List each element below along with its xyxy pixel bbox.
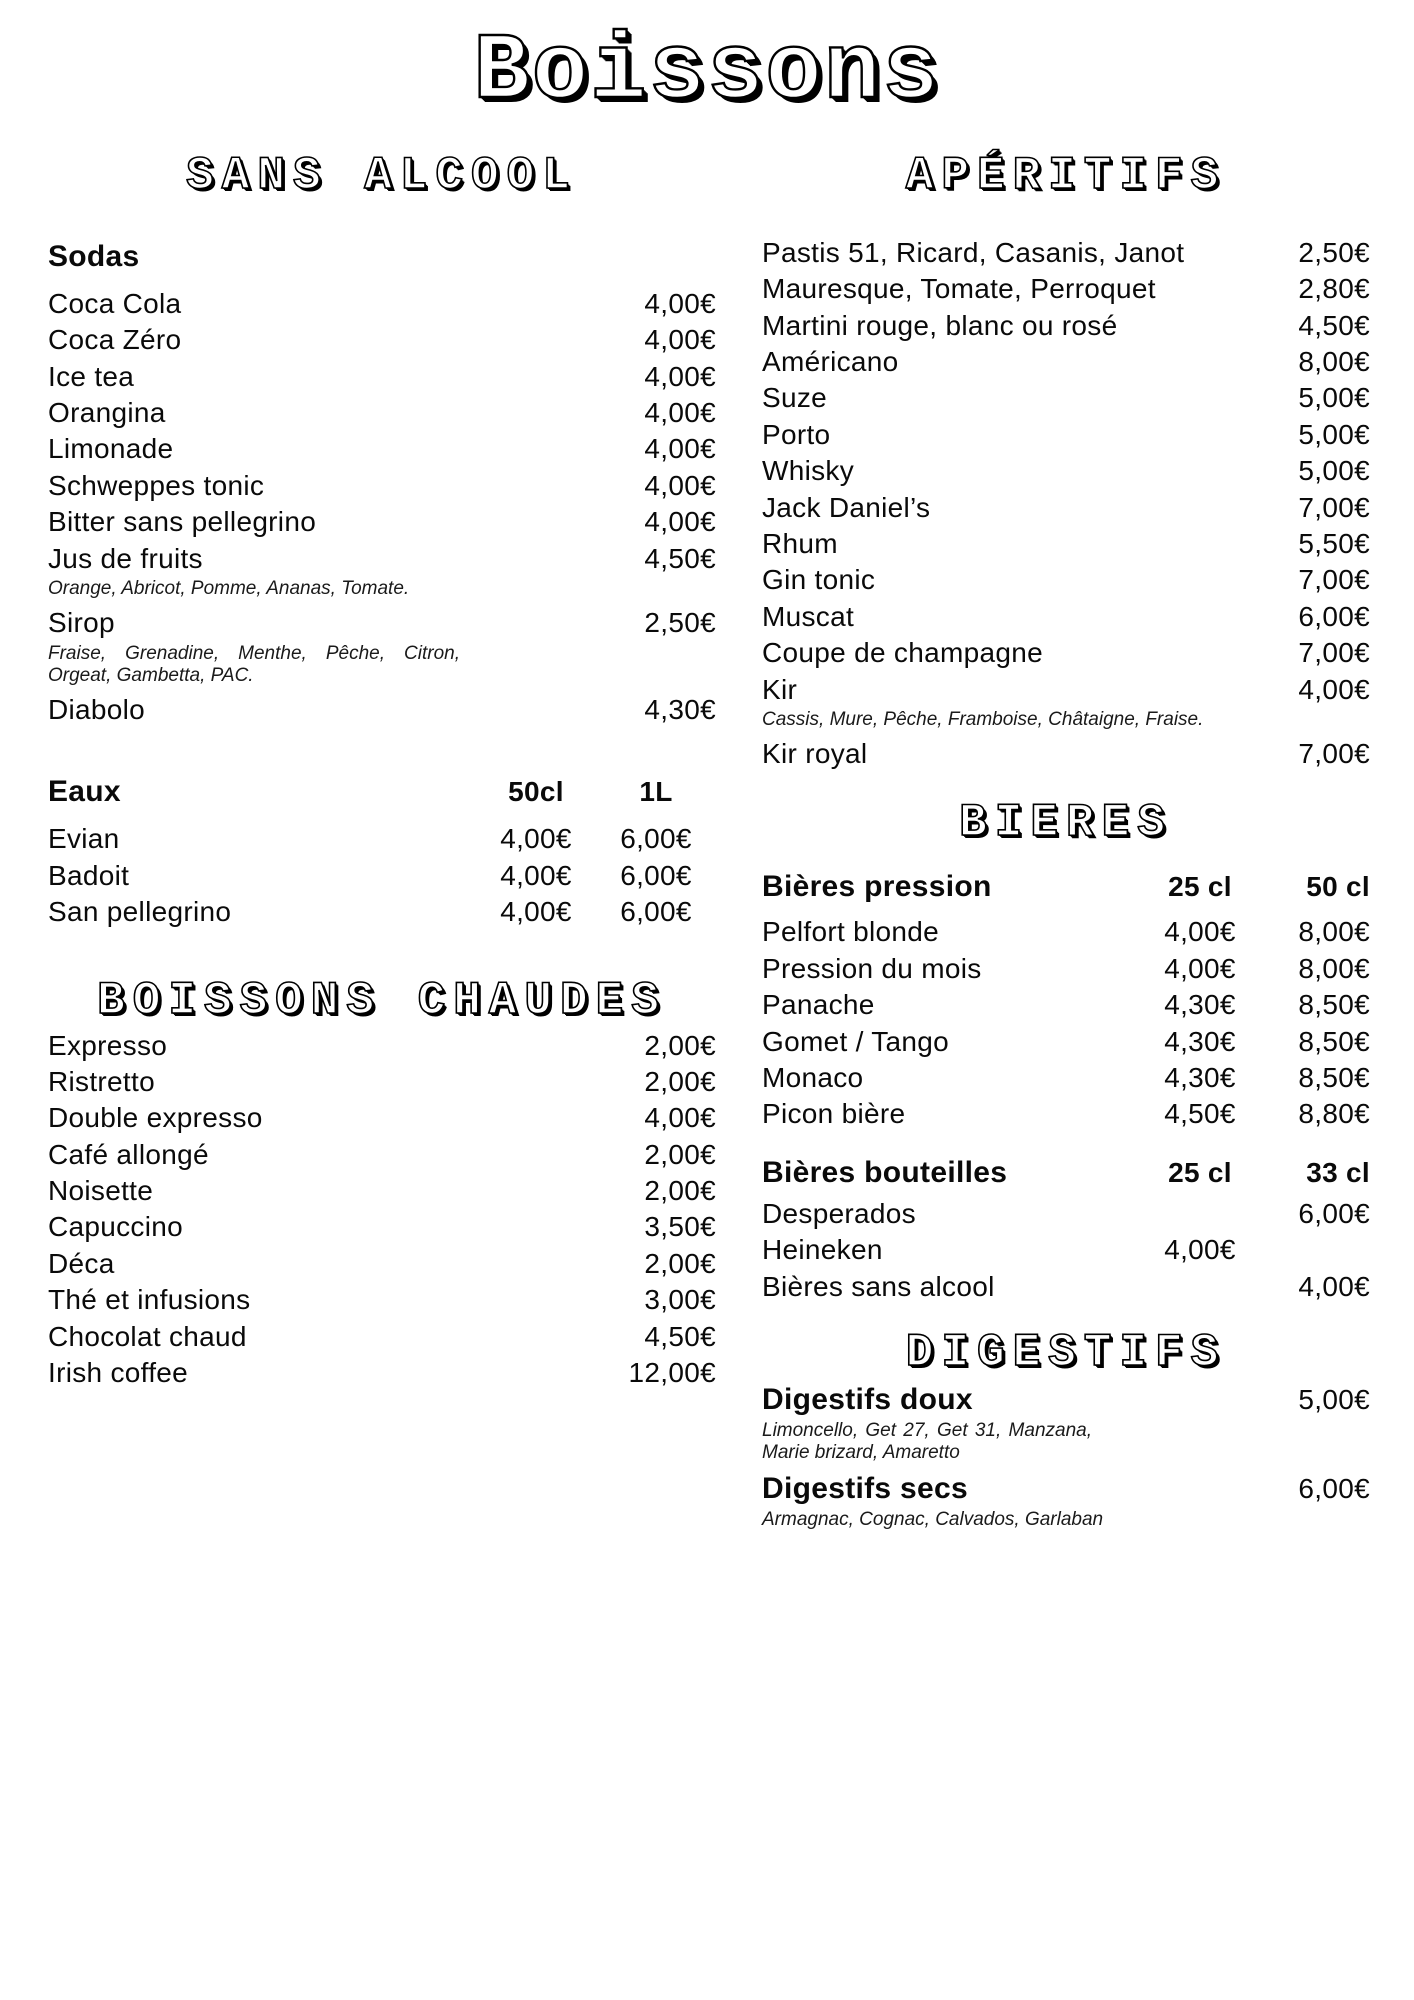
item-price: 2,00€ [644,1065,716,1097]
item-name: Coca Cola [48,287,182,319]
item-name: Muscat [762,600,855,632]
item-price-25cl: 4,30€ [1164,1062,1236,1094]
menu-item [48,692,716,728]
item-price-25cl: 4,00€ [1164,952,1236,984]
column-header-1l: 1L [639,776,673,808]
column-header-50cl: 50 cl [1306,871,1370,903]
menu-item [762,308,1370,344]
menu-item [48,1282,716,1318]
item-note: Armagnac, Cognac, Calvados, Garlaban [762,1509,1104,1531]
menu-item [48,431,716,467]
item-price: 4,00€ [644,397,716,429]
item-note: Orange, Abricot, Pomme, Ananas, Tomate. [48,578,410,600]
menu-item [762,635,1370,671]
item-price-25cl: 4,00€ [1164,1234,1236,1266]
item-name: San pellegrino [48,896,232,928]
menu-item [762,1196,1370,1232]
menu-item [48,894,716,930]
item-price-1l: 6,00€ [620,823,692,855]
item-name: Rhum [762,528,838,560]
item-name: Coca Zéro [48,324,182,356]
item-price: 4,00€ [644,360,716,392]
item-name: Kir royal [762,738,868,770]
item-name: Pression du mois [762,952,982,984]
item-name: Bières sans alcool [762,1270,995,1302]
item-price: 5,50€ [1298,528,1370,560]
item-name: Chocolat chaud [48,1320,247,1352]
item-price: 2,00€ [644,1175,716,1207]
item-name: Monaco [762,1062,864,1094]
item-name: Digestifs secs [762,1472,968,1506]
menu-item [762,987,1370,1023]
column-header-50cl: 50cl [508,776,564,808]
item-price-25cl: 4,00€ [1164,916,1236,948]
menu-item [48,1355,716,1391]
item-price-50cl: 8,50€ [1298,1025,1370,1057]
bieres-pression-table [762,867,1370,1305]
item-name: Café allongé [48,1138,209,1170]
menu-item [762,417,1370,453]
item-name: Capuccino [48,1211,184,1243]
menu-item [48,1028,716,1064]
item-price-50cl: 8,80€ [1298,1098,1370,1130]
item-price-25cl: 4,30€ [1164,1025,1236,1057]
menu-item [762,914,1370,950]
item-name: Martini rouge, blanc ou rosé [762,309,1118,341]
menu-item [762,453,1370,489]
menu-item [762,1232,1370,1268]
item-price: 4,00€ [644,433,716,465]
item-price: 5,00€ [1298,455,1370,487]
column-header-25cl: 25 cl [1168,871,1232,903]
menu-item [48,468,716,504]
menu-item [48,1137,716,1173]
menu-item [48,1319,716,1355]
item-name: Pastis 51, Ricard, Casanis, Janot [762,236,1185,268]
item-price: 4,50€ [1298,309,1370,341]
menu-item [762,490,1370,526]
item-name: Gin tonic [762,564,876,596]
item-price-50cl: 4,00€ [500,896,572,928]
item-price: 2,50€ [1298,236,1370,268]
item-price: 5,00€ [1298,418,1370,450]
item-price: 5,00€ [1298,382,1370,414]
menu-item [48,322,716,358]
section-heading-boissons-chaudes: BOISSONS CHAUDES [97,974,667,1027]
subsection-header-bieres-bouteilles: Bières bouteilles [762,1155,1008,1189]
left-column [48,140,716,1391]
menu-item [762,526,1370,562]
item-price-33cl: 6,00€ [1298,1197,1370,1229]
menu-item [48,1064,716,1100]
menu-item [762,1060,1370,1096]
menu-item [48,821,716,857]
item-name: Whisky [762,455,855,487]
item-name: Orangina [48,397,166,429]
item-note: Fraise, Grenadine, Menthe, Pêche, Citron, Orgeat, Gambetta, PAC. [48,642,460,686]
item-name: Porto [762,418,831,450]
item-price-50cl: 4,00€ [500,823,572,855]
menu-item [48,1246,716,1282]
item-price: 5,00€ [1298,1383,1370,1415]
item-price-1l: 6,00€ [620,859,692,891]
item-name: Thé et infusions [48,1284,251,1316]
section-heading-aperitifs: APÉRITIFS [905,150,1227,202]
item-name: Desperados [762,1197,916,1229]
item-price: 8,00€ [1298,346,1370,378]
menu-item [48,286,716,322]
menu-item [762,1469,1370,1508]
section-heading-bieres: BIERES [959,796,1173,849]
item-price: 2,00€ [644,1247,716,1279]
item-price-50cl: 8,00€ [1298,916,1370,948]
menu-item [762,235,1370,271]
item-price-50cl: 4,00€ [500,859,572,891]
item-name: Sirop [48,607,115,639]
aperitifs-list [762,235,1370,773]
item-name: Expresso [48,1029,168,1061]
menu-item [762,1024,1370,1060]
item-name: Mauresque, Tomate, Perroquet [762,273,1156,305]
item-name: Kir [762,673,798,705]
item-name: Jack Daniel’s [762,491,931,523]
right-column [762,140,1370,1537]
item-price-25cl: 4,50€ [1164,1098,1236,1130]
item-name: Ristretto [48,1065,155,1097]
menu-item [762,380,1370,416]
item-name: Ice tea [48,360,135,392]
item-name: Jus de fruits [48,542,203,574]
item-name: Pelfort blonde [762,916,939,948]
item-price: 4,30€ [644,694,716,726]
item-name: Noisette [48,1175,154,1207]
item-name: Digestifs doux [762,1382,973,1416]
section-heading-sans-alcool: SANS ALCOOL [186,150,578,202]
item-price: 7,00€ [1298,491,1370,523]
menu-item [762,736,1370,772]
item-name: Américano [762,346,899,378]
menu-item [48,541,716,577]
menu-item [762,599,1370,635]
menu-item [762,562,1370,598]
item-name: Bitter sans pellegrino [48,506,317,538]
item-price-25cl: 4,30€ [1164,989,1236,1021]
bieres-bouteilles-header-row [762,1153,1370,1192]
item-note: Cassis, Mure, Pêche, Framboise, Châtaigne, Fraise. [762,708,1204,730]
menu-item [48,395,716,431]
column-header-25cl: 25 cl [1168,1156,1232,1188]
menu-item [762,1096,1370,1132]
menu-item [48,359,716,395]
subsection-header-eaux: Eaux [48,775,121,809]
item-price-50cl: 8,50€ [1298,989,1370,1021]
item-price: 4,00€ [644,1102,716,1134]
section-heading-digestifs: DIGESTIFS [905,1326,1227,1379]
menu-item [762,271,1370,307]
menu-item [48,504,716,540]
item-price-50cl: 8,00€ [1298,952,1370,984]
item-price: 2,80€ [1298,273,1370,305]
item-name: Déca [48,1247,115,1279]
item-price: 3,00€ [644,1284,716,1316]
menu-item [48,605,716,641]
item-price: 4,00€ [1298,673,1370,705]
item-price: 4,50€ [644,542,716,574]
bieres-pression-header-row [762,867,1370,906]
item-price: 6,00€ [1298,1473,1370,1505]
menu-item [762,672,1370,708]
menu-item [762,1269,1370,1305]
item-price: 4,00€ [644,469,716,501]
item-price-33cl: 4,00€ [1298,1270,1370,1302]
menu-item [48,1173,716,1209]
eaux-table [48,772,716,930]
item-price: 7,00€ [1298,738,1370,770]
item-name: Badoit [48,859,130,891]
item-price: 7,00€ [1298,637,1370,669]
item-price: 12,00€ [628,1357,716,1389]
item-name: Schweppes tonic [48,469,265,501]
menu-item [762,951,1370,987]
item-price: 7,00€ [1298,564,1370,596]
item-note: Limoncello, Get 27, Get 31, Manzana, Marie brizard, Amaretto [762,1419,1092,1464]
menu-item [48,858,716,894]
menu-item [762,344,1370,380]
item-price: 4,00€ [644,506,716,538]
item-price: 6,00€ [1298,600,1370,632]
item-price: 4,00€ [644,287,716,319]
menu-item [48,1209,716,1245]
menu-item [762,1380,1370,1419]
item-price: 2,00€ [644,1029,716,1061]
item-price: 4,50€ [644,1320,716,1352]
item-name: Irish coffee [48,1357,189,1389]
menu-item [48,1100,716,1136]
subsection-header-bieres-pression: Bières pression [762,870,992,904]
subsection-header-sodas: Sodas [48,239,140,273]
page-title: Boissons [473,20,941,126]
item-name: Limonade [48,433,174,465]
eaux-header-row [48,772,716,811]
item-name: Evian [48,823,120,855]
item-name: Double expresso [48,1102,263,1134]
item-price: 2,50€ [644,607,716,639]
item-name: Diabolo [48,694,146,726]
item-name: Suze [762,382,828,414]
column-header-33cl: 33 cl [1306,1156,1370,1188]
item-price-50cl: 8,50€ [1298,1062,1370,1094]
item-name: Panache [762,989,875,1021]
item-price-1l: 6,00€ [620,896,692,928]
item-name: Picon bière [762,1098,906,1130]
item-name: Gomet / Tango [762,1025,950,1057]
item-price: 4,00€ [644,324,716,356]
item-price: 2,00€ [644,1138,716,1170]
item-name: Heineken [762,1234,883,1266]
item-price: 3,50€ [644,1211,716,1243]
item-name: Coupe de champagne [762,637,1043,669]
